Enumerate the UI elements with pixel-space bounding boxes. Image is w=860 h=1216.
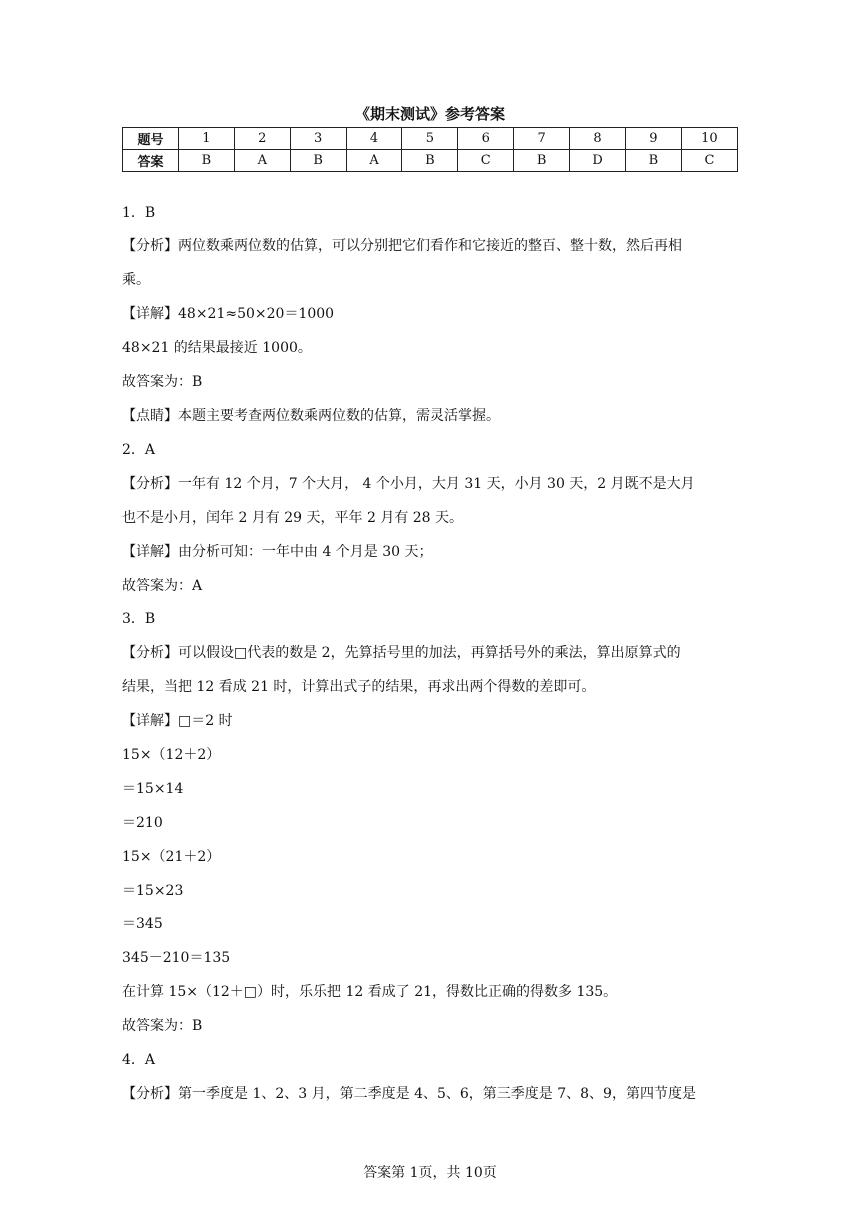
question-heading: 3．B: [122, 611, 156, 627]
calc-line: ＝345: [122, 916, 163, 932]
table-cell: C: [681, 150, 737, 172]
page-title: 《期末测试》参考答案: [354, 105, 505, 123]
page-footer: 答案第 1页，共 10页: [363, 1165, 497, 1181]
calc-line: 345－210＝135: [122, 950, 231, 966]
table-row-answers: [123, 150, 738, 172]
table-cell: 7: [514, 128, 570, 150]
table-cell: A: [234, 150, 290, 172]
analysis-text: 【分析】两位数乘两位数的估算，可以分别把它们看作和它接近的整百、整十数，然后再相: [122, 238, 682, 254]
answer-text: 故答案为：B: [122, 1018, 203, 1034]
calc-line: ＝210: [122, 815, 163, 831]
answer-table: [122, 127, 738, 172]
question-heading: 1．B: [122, 205, 156, 221]
detail-text: 【详解】□＝2 时: [122, 713, 233, 729]
analysis-text: 【分析】第一季度是 1、2、3 月，第二季度是 4、5、6，第三季度是 7、8、9，第四节度是: [122, 1086, 696, 1102]
detail-text: 48×21 的结果最接近 1000。: [122, 340, 312, 356]
calc-line: ＝15×14: [122, 781, 184, 797]
table-cell: 4: [346, 128, 402, 150]
analysis-text: 乘。: [122, 272, 150, 288]
table-cell: 10: [681, 128, 737, 150]
calc-line: 15×（21＋2）: [122, 849, 221, 865]
analysis-text: 也不是小月，闰年 2 月有 29 天，平年 2 月有 28 天。: [122, 510, 464, 526]
table-cell: 3: [290, 128, 346, 150]
table-cell: 2: [234, 128, 290, 150]
detail-text: 【详解】48×21≈50×20＝1000: [122, 306, 335, 322]
detail-text: 在计算 15×（12＋□）时，乐乐把 12 看成了 21，得数比正确的得数多 135。: [122, 984, 618, 1000]
table-header-cell: 答案: [123, 150, 179, 172]
table-cell: 6: [458, 128, 514, 150]
table-cell: 8: [570, 128, 626, 150]
table-cell: C: [458, 150, 514, 172]
table-cell: B: [625, 150, 681, 172]
table-cell: B: [178, 150, 234, 172]
table-cell: B: [402, 150, 458, 172]
table-cell: B: [514, 150, 570, 172]
analysis-text: 【分析】一年有 12 个月，7 个大月， 4 个小月，大月 31 天，小月 30 天，2 月既不是大月: [122, 476, 695, 492]
question-heading: 2．A: [122, 442, 156, 458]
answer-text: 故答案为：A: [122, 578, 203, 594]
answer-text: 故答案为：B: [122, 374, 203, 390]
comment-text: 【点睛】本题主要考查两位数乘两位数的估算，需灵活掌握。: [122, 408, 500, 424]
table-cell: D: [570, 150, 626, 172]
table-header-cell: 题号: [123, 128, 179, 150]
table-cell: B: [290, 150, 346, 172]
analysis-text: 【分析】可以假设□代表的数是 2，先算括号里的加法，再算括号外的乘法，算出原算式的: [122, 645, 681, 661]
table-cell: 5: [402, 128, 458, 150]
calc-line: ＝15×23: [122, 883, 184, 899]
detail-text: 【详解】由分析可知：一年中由 4 个月是 30 天；: [122, 544, 433, 560]
table-cell: 9: [625, 128, 681, 150]
analysis-text: 结果，当把 12 看成 21 时，计算出式子的结果，再求出两个得数的差即可。: [122, 679, 596, 695]
table-cell: A: [346, 150, 402, 172]
calc-line: 15×（12＋2）: [122, 747, 221, 763]
table-cell: 1: [178, 128, 234, 150]
question-heading: 4．A: [122, 1052, 156, 1068]
table-row-numbers: [123, 128, 738, 150]
